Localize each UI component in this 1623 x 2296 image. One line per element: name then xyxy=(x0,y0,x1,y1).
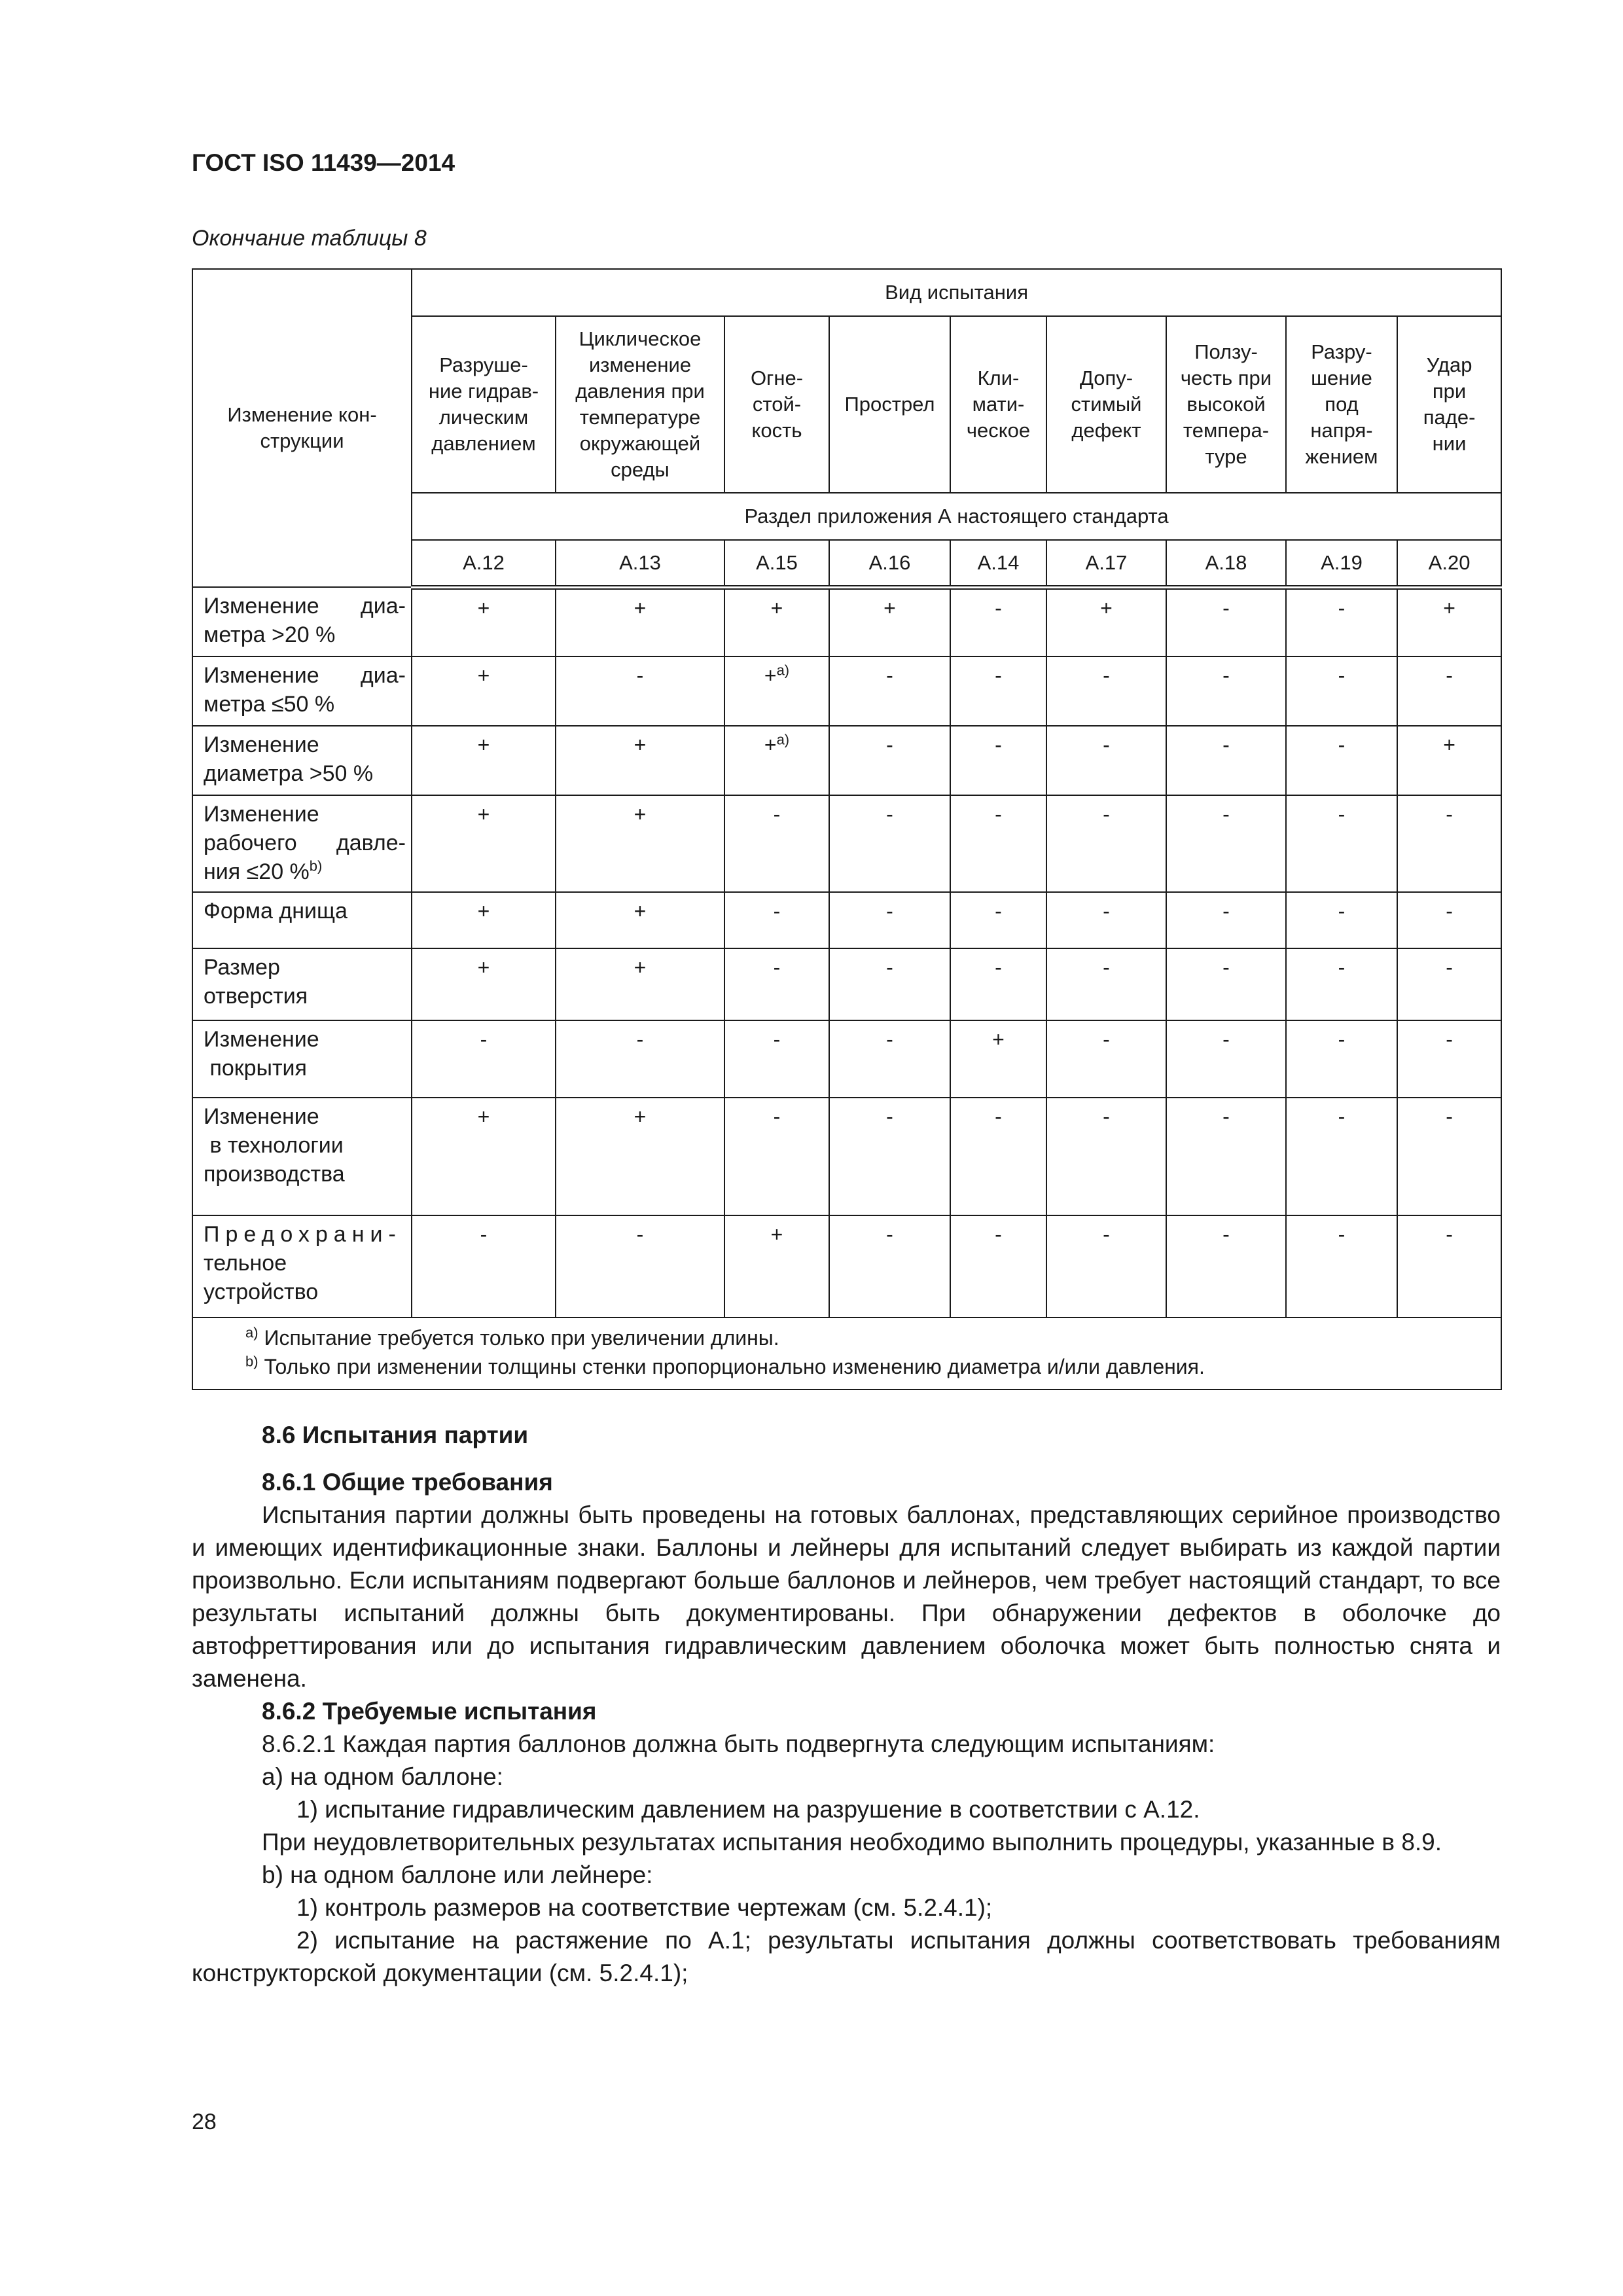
table-cell: - xyxy=(1286,726,1397,795)
table-cell: - xyxy=(950,656,1046,726)
row-label-line: Форма днища xyxy=(204,899,348,924)
paragraph-note: При неудовлетворительных результатах испытания необходимо выполнить процедуры, указанные в 8.9. xyxy=(262,1829,1442,1856)
table-cell: - xyxy=(829,948,950,1020)
table-cell: - xyxy=(829,656,950,726)
table-cell: - xyxy=(724,892,829,948)
table-cell: + xyxy=(556,892,724,948)
table-cell: + xyxy=(724,1215,829,1318)
row-label xyxy=(192,795,412,892)
row-label-line: Изменение xyxy=(204,802,319,827)
column-section-ref: A.17 xyxy=(1046,540,1166,587)
table-cell: + xyxy=(556,948,724,1020)
column-section-ref: A.12 xyxy=(412,540,556,587)
heading-8-6: 8.6 Испытания партии xyxy=(262,1422,529,1448)
row-label-line: Изменение xyxy=(204,1027,319,1052)
list-item-b1: 1) контроль размеров на соответствие чертежам (см. 5.2.4.1); xyxy=(296,1894,993,1921)
table-cell: - xyxy=(950,587,1046,656)
column-section-ref: A.14 xyxy=(950,540,1046,587)
table-cell: - xyxy=(1397,948,1501,1020)
table-cell: - xyxy=(1166,726,1286,795)
table-cell: + xyxy=(412,587,556,656)
table-cell: - xyxy=(829,1098,950,1215)
row-label xyxy=(192,1215,412,1318)
table-cell: + xyxy=(412,726,556,795)
row-label-line: покрытия xyxy=(204,1056,307,1081)
table-cell: - xyxy=(950,1215,1046,1318)
table-row xyxy=(192,892,1501,948)
table-row xyxy=(192,587,1501,656)
footnote-b: $^{b)}$ Только при изменении толщины стенки пропорционально изменению диаметра и/или давления. xyxy=(245,1353,1205,1378)
row-label xyxy=(192,656,412,726)
paragraph-8-6-2-1: 8.6.2.1 Каждая партия баллонов должна быть подвергнута следующим испытаниям: xyxy=(262,1731,1215,1757)
table-cell: - xyxy=(556,656,724,726)
row-label-line: в технологии xyxy=(204,1133,344,1158)
table-cell: - xyxy=(1046,892,1166,948)
footnote-mark: b) xyxy=(309,857,323,874)
row-label-line: метра ≤50 % xyxy=(204,692,335,717)
table-cell: - xyxy=(1397,1098,1501,1215)
footnote-mark: а) xyxy=(776,662,790,679)
table-cell: + xyxy=(556,795,724,892)
column-header: Кли- мати- ческое xyxy=(950,316,1046,493)
table-cell: - xyxy=(950,948,1046,1020)
column-section-ref: A.20 xyxy=(1397,540,1501,587)
table-footnotes xyxy=(192,1318,1501,1390)
table-cell: +$^{а)}$ xyxy=(724,656,829,726)
column-header: Удар при паде- нии xyxy=(1397,316,1501,493)
table-cell: - xyxy=(724,795,829,892)
table-cell: - xyxy=(1166,656,1286,726)
list-item-b: b) на одном баллоне или лейнере: xyxy=(262,1861,653,1888)
table-row xyxy=(192,656,1501,726)
table-cell: + xyxy=(556,726,724,795)
paragraph-8-6-1: Испытания партии должны быть проведены на готовых баллонах, представляющих серийное производство и имеющих идентификационные знаки. Баллоны и лейнеры для испытаний следует выбирать из каждой партии произвольно. Если испытаниям подвергают больше баллонов и лейнеров, чем требует настоящий стандарт, то все результаты испытаний должны быть документированы. При обнаружении дефектов в оболочке до автофреттирования или до испытания гидравлическим давлением оболочка может быть полностью снята и заменена. xyxy=(192,1501,1501,1692)
heading-8-6-1: 8.6.1 Общие требования xyxy=(262,1469,553,1496)
table-cell: - xyxy=(724,948,829,1020)
footnote-mark: а) xyxy=(776,731,790,748)
list-item-b2: 2) испытание на растяжение по А.1; результаты испытания должны соответствовать требованиям конструкторской документации (см. 5.2.4.1); xyxy=(192,1927,1501,1986)
table-cell: + xyxy=(412,656,556,726)
table-cell: - xyxy=(412,1020,556,1098)
list-item-a: a) на одном баллоне: xyxy=(262,1763,503,1790)
table-cell: - xyxy=(1286,1098,1397,1215)
table-cell: - xyxy=(1397,1020,1501,1098)
table-cell: - xyxy=(1286,1020,1397,1098)
row-label-line: Изменение диа- xyxy=(204,594,406,619)
table-cell: - xyxy=(1286,1215,1397,1318)
row-label xyxy=(192,587,412,656)
column-section-ref: A.16 xyxy=(829,540,950,587)
row-label-line: диаметра >50 % xyxy=(204,761,374,786)
row-label-line: тельное xyxy=(204,1251,287,1276)
body-text xyxy=(192,1419,1501,1990)
table-cell: - xyxy=(1397,892,1501,948)
table-cell: - xyxy=(950,795,1046,892)
column-header: Циклическое изменение давления при температуре окружающей среды xyxy=(556,316,724,493)
column-section-ref: A.15 xyxy=(724,540,829,587)
table-cell: + xyxy=(556,1098,724,1215)
row-label xyxy=(192,726,412,795)
column-header: Прострел xyxy=(829,316,950,493)
document-header: ГОСТ ISO 11439—2014 xyxy=(192,149,455,176)
table-cell: + xyxy=(412,892,556,948)
table-cell: - xyxy=(412,1215,556,1318)
table-cell: - xyxy=(724,1098,829,1215)
table-cell: + xyxy=(724,587,829,656)
table-cell: + xyxy=(412,795,556,892)
heading-8-6-2: 8.6.2 Требуемые испытания xyxy=(262,1698,597,1725)
corner-header: Изменение кон- струкции xyxy=(192,269,412,587)
row-label-line: Изменение xyxy=(204,732,319,757)
table-cell: - xyxy=(1397,795,1501,892)
table-cell: - xyxy=(1046,795,1166,892)
page-number: 28 xyxy=(192,2109,217,2134)
table-row xyxy=(192,1098,1501,1215)
table-cell: - xyxy=(1046,656,1166,726)
row-label-line: рабочего давле- xyxy=(204,831,406,855)
section-header: Раздел приложения А настоящего стандарта xyxy=(412,493,1501,540)
table-cell: - xyxy=(829,1215,950,1318)
table-row xyxy=(192,795,1501,892)
table-cell: + xyxy=(556,587,724,656)
table-caption: Окончание таблицы 8 xyxy=(192,226,427,251)
table-cell: - xyxy=(1046,1020,1166,1098)
column-section-ref: A.13 xyxy=(556,540,724,587)
row-label-line: метра >20 % xyxy=(204,622,336,647)
table-cell: - xyxy=(1166,1020,1286,1098)
table-cell: - xyxy=(1397,1215,1501,1318)
table-cell: - xyxy=(829,726,950,795)
table-cell: + xyxy=(1397,726,1501,795)
row-label-line: Изменение xyxy=(204,1104,319,1129)
row-label-line: ния ≤20 %$^{b)}$ xyxy=(204,857,323,884)
row-label-line: устройство xyxy=(204,1280,319,1304)
table-cell: - xyxy=(1046,1215,1166,1318)
row-label xyxy=(192,892,412,948)
group-header: Вид испытания xyxy=(412,269,1501,316)
test-table xyxy=(192,268,1502,1390)
row-label xyxy=(192,1020,412,1098)
table-cell: - xyxy=(1286,795,1397,892)
table-cell: - xyxy=(1166,1215,1286,1318)
table-cell: - xyxy=(1046,726,1166,795)
row-label-line: отверстия xyxy=(204,984,308,1009)
table-cell: - xyxy=(1046,1098,1166,1215)
table-row xyxy=(192,1020,1501,1098)
column-section-ref: A.18 xyxy=(1166,540,1286,587)
table-cell: - xyxy=(950,1098,1046,1215)
table-cell: + xyxy=(412,948,556,1020)
column-header: Ползу- честь при высокой темпера- туре xyxy=(1166,316,1286,493)
list-item-a1: 1) испытание гидравлическим давлением на разрушение в соответствии с А.12. xyxy=(296,1796,1200,1823)
table-cell: - xyxy=(1286,948,1397,1020)
table-cell: - xyxy=(1046,948,1166,1020)
table-cell: - xyxy=(1286,656,1397,726)
column-section-ref: A.19 xyxy=(1286,540,1397,587)
table-cell: - xyxy=(829,1020,950,1098)
table-cell: - xyxy=(829,892,950,948)
row-label-line: Размер xyxy=(204,955,280,980)
table-cell: - xyxy=(556,1215,724,1318)
table-cell: - xyxy=(950,726,1046,795)
table-row xyxy=(192,1215,1501,1318)
column-header: Допу- стимый дефект xyxy=(1046,316,1166,493)
row-label-line: производства xyxy=(204,1162,345,1187)
table-cell: - xyxy=(556,1020,724,1098)
table-cell: - xyxy=(950,892,1046,948)
table-cell: - xyxy=(724,1020,829,1098)
row-label xyxy=(192,948,412,1020)
footnote-a: $^{а)}$ Испытание требуется только при увеличении длины. xyxy=(245,1324,779,1350)
row-label-line: Предохрани- xyxy=(204,1222,402,1247)
table-row xyxy=(192,948,1501,1020)
column-header: Разру- шение под напря- жением xyxy=(1286,316,1397,493)
table-cell: + xyxy=(412,1098,556,1215)
table-cell: + xyxy=(1397,587,1501,656)
table-cell: - xyxy=(1166,795,1286,892)
table-cell: + xyxy=(1046,587,1166,656)
row-label-line: Изменение диа- xyxy=(204,663,406,688)
table-cell: - xyxy=(1397,656,1501,726)
table-cell: + xyxy=(829,587,950,656)
table-cell: + xyxy=(950,1020,1046,1098)
row-label xyxy=(192,1098,412,1215)
table-cell: - xyxy=(829,795,950,892)
table-cell: - xyxy=(1286,587,1397,656)
table-cell: - xyxy=(1166,948,1286,1020)
table-cell: - xyxy=(1166,1098,1286,1215)
column-header: Разруше- ние гидрав- лическим давлением xyxy=(412,316,556,493)
table-cell: +$^{а)}$ xyxy=(724,726,829,795)
table-cell: - xyxy=(1166,587,1286,656)
table-row xyxy=(192,726,1501,795)
table-cell: - xyxy=(1166,892,1286,948)
column-header: Огне- стой- кость xyxy=(724,316,829,493)
table-cell: - xyxy=(1286,892,1397,948)
